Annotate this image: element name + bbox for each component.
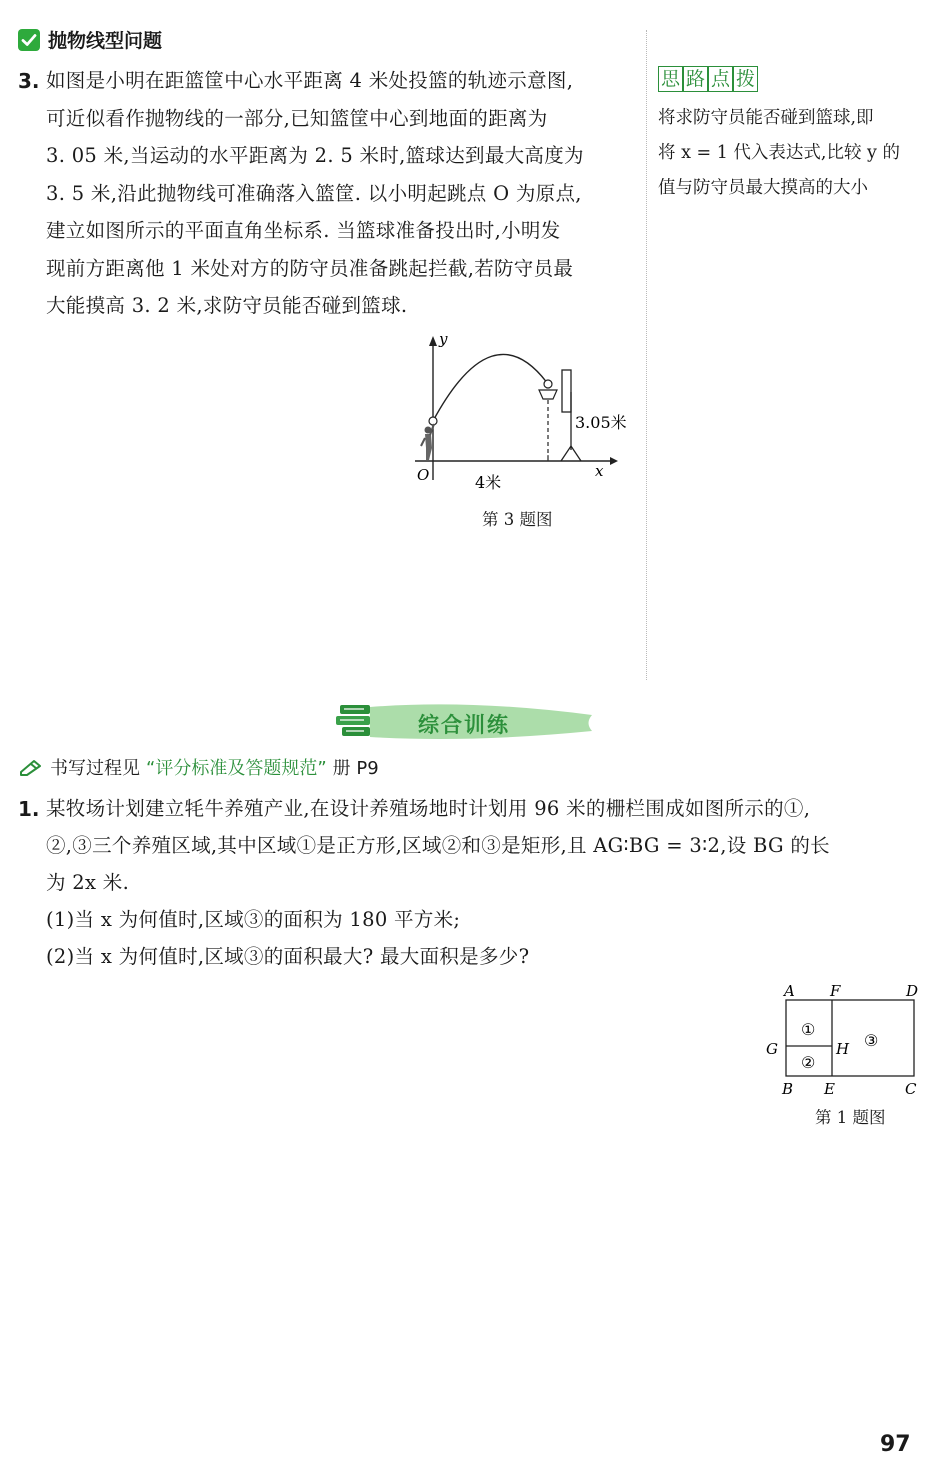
label-C: C	[905, 1080, 917, 1098]
reference-suffix: 册 P9	[332, 758, 379, 779]
tip-label	[658, 66, 758, 92]
problem-3-figure-caption: 第 3 题图	[482, 510, 553, 529]
section-heading	[18, 26, 162, 53]
page-number: 97	[880, 1432, 911, 1457]
backboard	[562, 370, 571, 412]
y-axis-arrow	[429, 336, 437, 346]
problem-3-line: 建立如图所示的平面直角坐标系. 当篮球准备投出时,小明发	[46, 219, 561, 242]
label-F: F	[830, 982, 841, 1000]
column-divider	[646, 30, 647, 680]
ball-at-hoop	[544, 380, 552, 388]
ball-trajectory	[433, 354, 548, 421]
tip-line: 将求防守员能否碰到篮球,即	[658, 108, 874, 128]
problem-3-line: 大能摸高 3. 2 米,求防守员能否碰到篮球.	[46, 294, 408, 317]
problem-1-line: ②,③三个养殖区域,其中区域①是正方形,区域②和③是矩形,且 AG∶BG = 3∶2,设 BG 的长	[46, 834, 830, 857]
problem-3-line: 可近似看作抛物线的一部分,已知篮筐中心到地面的距离为	[46, 106, 548, 130]
problem-1-subquestion: (2)当 x 为何值时,区域③的面积最大? 最大面积是多少?	[46, 945, 530, 968]
ball-start	[429, 417, 437, 425]
distance-label: 4米	[475, 473, 502, 492]
label-E: E	[824, 1080, 835, 1098]
problem-1-text	[46, 790, 830, 975]
hoop-height-label: 3.05米	[575, 413, 627, 432]
x-axis-arrow	[610, 457, 618, 465]
origin-label: O	[417, 466, 430, 484]
basketball-trajectory-figure	[405, 330, 645, 505]
banner-title: 综合训练	[418, 713, 510, 737]
reference-prefix: 书写过程见	[50, 758, 140, 779]
y-axis-label: y	[439, 330, 448, 348]
region-3-label: ③	[864, 1031, 879, 1050]
section-title: 抛物线型问题	[48, 30, 163, 52]
problem-1-figure-caption: 第 1 题图	[815, 1108, 886, 1127]
problem-1-line: 为 2x 米.	[46, 871, 130, 894]
tip-text	[658, 101, 900, 206]
problem-3-text	[46, 62, 584, 325]
problem-3-line: 3. 5 米,沿此抛物线可准确落入篮筐. 以小明起跳点 O 为原点,	[46, 181, 582, 205]
reference-line	[18, 754, 379, 780]
books-icon	[336, 705, 370, 736]
tip-label-char: 路	[683, 66, 708, 92]
problem-3-number: 3.	[18, 69, 40, 93]
region-2-label: ②	[801, 1053, 816, 1072]
problem-1-number: 1.	[18, 797, 40, 821]
checkmark-icon	[18, 29, 40, 51]
pasture-figure	[760, 978, 930, 1100]
basket-hoop	[539, 390, 557, 399]
problem-3-line: 如图是小明在距篮筐中心水平距离 4 米处投篮的轨迹示意图,	[46, 69, 574, 92]
player-icon	[421, 424, 434, 460]
x-axis-label: x	[595, 462, 604, 480]
label-G: G	[766, 1040, 778, 1058]
tip-line: 将 x = 1 代入表达式,比较 y 的	[658, 143, 900, 163]
reference-book-title: “评分标准及答题规范”	[146, 758, 327, 779]
label-B: B	[782, 1080, 794, 1098]
problem-1-subquestion: (1)当 x 为何值时,区域③的面积为 180 平方米;	[46, 908, 461, 931]
problem-1-line: 某牧场计划建立牦牛养殖产业,在设计养殖场地时计划用 96 米的栅栏围成如图所示的①,	[46, 797, 811, 820]
problem-3-line: 3. 05 米,当运动的水平距离为 2. 5 米时,篮球达到最大高度为	[46, 144, 584, 167]
label-H: H	[836, 1040, 850, 1058]
label-A: A	[784, 982, 795, 1000]
tip-line: 值与防守员最大摸高的大小	[658, 178, 868, 198]
region-1-label: ①	[801, 1020, 816, 1039]
label-D: D	[906, 982, 919, 1000]
problem-3-line: 现前方距离他 1 米处对方的防守员准备跳起拦截,若防守员最	[46, 256, 574, 280]
tip-label-char: 拨	[733, 66, 758, 92]
tip-label-char: 思	[658, 66, 683, 92]
tip-label-char: 点	[708, 66, 733, 92]
pencil-icon	[18, 758, 44, 776]
